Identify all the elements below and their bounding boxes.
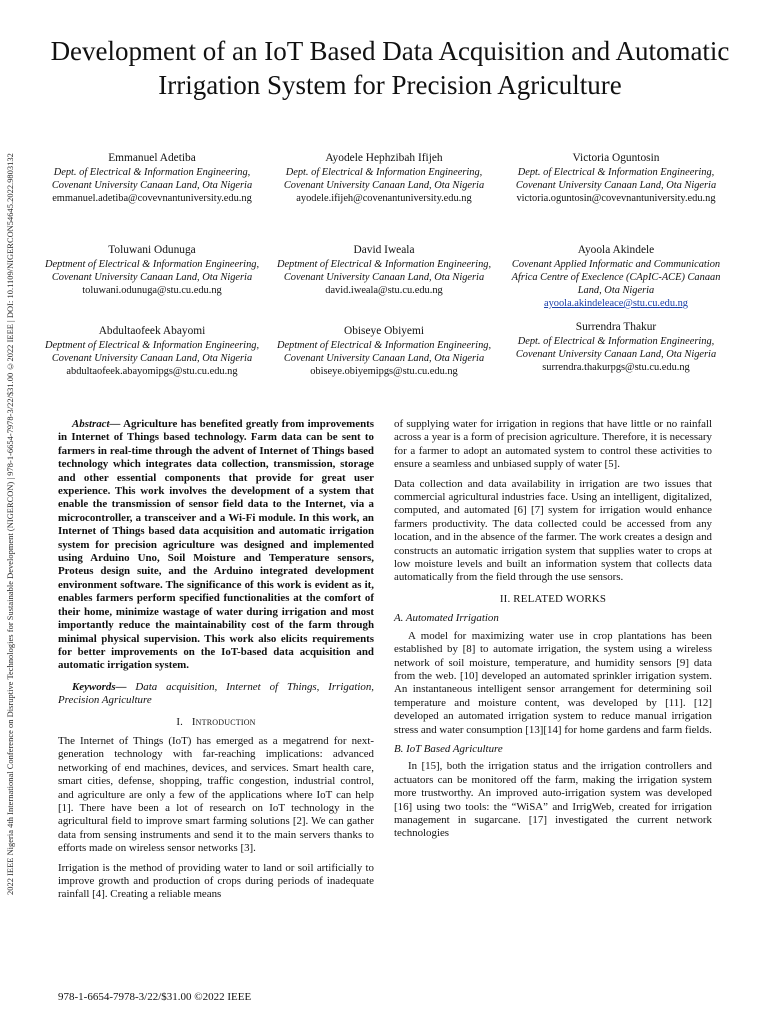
author-affiliation: Deptment of Electrical & Information Engineering, Covenant University Canaan Land, Ota Nigeria	[44, 259, 260, 283]
author-name: Victoria Oguntosin	[572, 152, 660, 164]
author-name: Abdultaofeek Abayomi	[98, 325, 206, 337]
author-affiliation: Covenant Applied Informatic and Communication Africa Centre of Execlence (CApIC-ACE) Canaan Land, Ota Nigeria	[511, 259, 721, 296]
author-block	[500, 152, 732, 205]
author-block	[500, 244, 732, 310]
author-block	[36, 244, 268, 297]
author-affiliation: Dept. of Electrical & Information Engineering, Covenant University Canaan Land, Ota Nigeria	[283, 167, 485, 191]
paper-title: Development of an IoT Based Data Acquisition and Automatic Irrigation System for Precision Agriculture	[50, 36, 730, 100]
author-email-link[interactable]: ayoola.akindeleace@stu.cu.edu.ng	[543, 298, 688, 309]
author-affiliation: Dept. of Electrical & Information Engineering, Covenant University Canaan Land, Ota Nigeria	[51, 167, 253, 191]
author-email: ayodele.ifijeh@covenantuniversity.edu.ng	[296, 193, 472, 204]
author-block	[268, 325, 500, 378]
author-email: surrendra.thakurpgs@stu.cu.edu.ng	[542, 362, 690, 373]
author-name: Surrendra Thakur	[575, 321, 657, 333]
intro-paragraph: Irrigation is the method of providing water to land or soil artificially to improve growth and production of crops during periods of inadequate rainfall [4]. Creating a reliable means	[58, 861, 374, 901]
subsection-heading: A. Automated Irrigation	[394, 612, 499, 625]
section-heading-introduction	[58, 716, 374, 729]
keywords-text: Data acquisition, Internet of Things, Irrigation, Precision Agriculture	[58, 680, 374, 707]
section-number: I.	[176, 715, 184, 728]
author-affiliation: Dept. of Electrical & Information Engineering, Covenant University Canaan Land, Ota Nigeria	[515, 167, 717, 191]
keywords	[58, 681, 374, 708]
intro-paragraph: Data collection and data availability in irrigation are two issues that commercial agricultural industries face. Using an intelligent, digitalized, computed, and automated [6] [7] system for irrigation would enhance farmers productivity. The data collected could be accessed from any location, and in the absence of the farmer. The work creates a design and constructs an automatic irrigation system that supplies water to crops at low moisture levels and built an information system that collects data automatically from the field through the use sensors.	[394, 477, 712, 584]
copyright-sidebar: 2022 IEEE Nigeria 4th International Conference on Disruptive Technologies for Sustainable Development (NIGERCON) | 978-1-6654-7978-3/22/$31.00 ©2022 IEEE | DOI: 10.1109/NIGERCON54645.2022.9803132	[6, 153, 15, 895]
section-title: Introduction	[191, 715, 256, 728]
intro-paragraph: of supplying water for irrigation in regions that have little or no rainfall across a year is a form of precision agriculture. Therefore, it is necessary for a farmer to adopt an automated system to control these activities to ensure a seamless and unbiased supply of water [5].	[394, 418, 712, 471]
abstract	[58, 418, 374, 673]
author-email: emmanuel.adetiba@covevnantuniversity.edu.ng	[52, 193, 252, 204]
abstract-text: Agriculture has benefited greatly from improvements in Internet of Things based technology. Farm data can be sent to farmers in real-time through the advent of Internet of Things based technology which integrates data collection, transmission, storage and other essential components that provide for great user experience. This work involves the development of a system that enable the transmission of sensor field data to the Internet, via a microcontroller, a transceiver and a Wi-Fi module. In this work, an Internet of Things based data acquisition and automatic irrigation system for precision agriculture was designed and implemented using Arduino Uno, Soil Moisture and Temperature sensors, Proteus design suite, and the Arduino integrated development environment software. The significance of this work is evident as it, enables farmers perform specified functionalities at the comfort of their home, minimize wastage of water during irrigation and most importantly reduce the maintainability cost of the farm through minimal physical supervision. This work also elicits requirements for better improvements on the IoT-based data acquisition and automatic irrigation system.	[58, 418, 374, 672]
author-block	[268, 152, 500, 205]
right-column	[394, 418, 712, 847]
author-name: Ayoola Akindele	[577, 244, 655, 256]
abstract-lead: Abstract—	[72, 418, 121, 430]
author-name: Obiseye Obiyemi	[343, 325, 425, 337]
author-block	[268, 244, 500, 297]
author-affiliation: Deptment of Electrical & Information Engineering, Covenant University Canaan Land, Ota Nigeria	[44, 340, 260, 364]
left-column	[58, 418, 374, 908]
author-name: Toluwani Odunuga	[108, 244, 196, 256]
page-footer: 978-1-6654-7978-3/22/$31.00 ©2022 IEEE	[58, 991, 252, 1003]
author-block	[36, 152, 268, 205]
author-name: Ayodele Hephzibah Ifijeh	[325, 152, 443, 164]
keywords-lead: Keywords—	[72, 680, 127, 693]
author-email: abdultaofeek.abayomipgs@stu.cu.edu.ng	[66, 366, 238, 377]
related-paragraph: A model for maximizing water use in crop plantations has been established by [8] to automate irrigation, the system using a wireless network of soil moisture, temperature, and humidity sensors [9] data from the web. [10] developed an automated sprinkler irrigation system. An instantaneous intelligent sensor arrangement for determining soil temperature and moisture content, was developed by [11]. [12] developed an automated irrigation system to reduce manual irrigation stress and water consumption [13][14] for home gardens and farm fields.	[394, 629, 712, 736]
section-heading-related-works: II. RELATED WORKS	[499, 592, 607, 605]
subsection-heading: B. IoT Based Agriculture	[394, 742, 503, 755]
author-block	[500, 321, 732, 374]
author-affiliation: Deptment of Electrical & Information Engineering, Covenant University Canaan Land, Ota Nigeria	[276, 259, 492, 283]
author-email: victoria.oguntosin@covevnantuniversity.edu.ng	[516, 193, 716, 204]
author-name: Emmanuel Adetiba	[108, 152, 196, 164]
intro-paragraph: The Internet of Things (IoT) has emerged as a megatrend for next-generation technology with far-reaching implications: advanced networking of end machines, devices, and services. Smart health care, smart cities, defense, shopping, traffic congestion, industrial control, and agriculture are only a few of the applications where IoT can help [1]. There have been a lot of research on IoT technology in the agricultural field to improve smart farming solutions [2]. We can gather data from sensing instruments and send it to the main servers thanks to efforts made on wireless sensor networks [3].	[58, 734, 374, 855]
author-email: david.iweala@stu.cu.edu.ng	[325, 285, 443, 296]
related-paragraph: In [15], both the irrigation status and the irrigation controllers and actuators can be monitored off the farm, making the irrigation system more trustworthy. An improved auto-irrigation system was developed [16] using two tools: the “WiSA” and IrrigWeb, created for irrigation management in sugarcane. [17] investigated the current network technologies	[394, 760, 712, 840]
author-name: David Iweala	[353, 244, 415, 256]
author-email: toluwani.odunuga@stu.cu.edu.ng	[82, 285, 222, 296]
author-affiliation: Deptment of Electrical & Information Engineering, Covenant University Canaan Land, Ota Nigeria	[276, 340, 492, 364]
author-block	[36, 325, 268, 378]
author-affiliation: Dept. of Electrical & Information Engineering, Covenant University Canaan Land, Ota Nigeria	[515, 336, 717, 360]
author-email: obiseye.obiyemipgs@stu.cu.edu.ng	[310, 366, 458, 377]
